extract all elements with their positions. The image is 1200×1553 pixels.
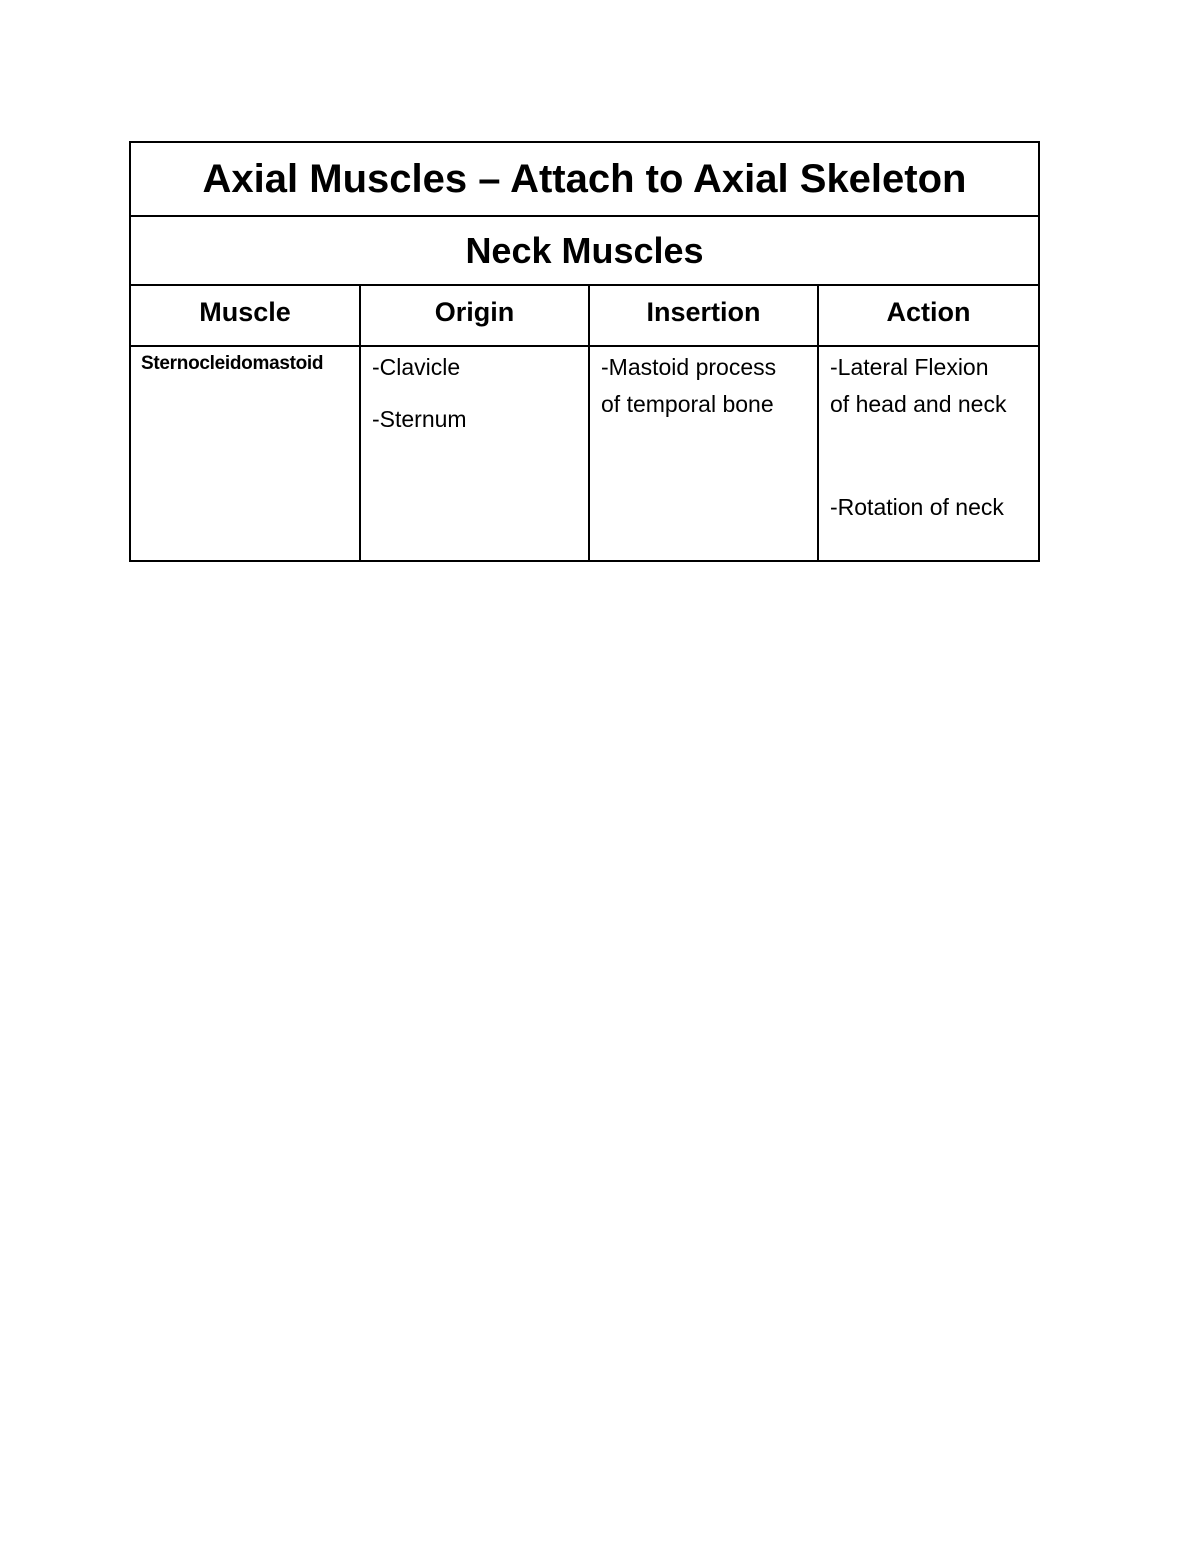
column-header-origin: Origin (360, 285, 589, 346)
column-header-muscle: Muscle (130, 285, 360, 346)
title-row (130, 142, 1039, 216)
muscle-table (129, 141, 1040, 562)
insertion-cell (589, 346, 818, 561)
table-row (130, 346, 1039, 561)
column-header-insertion: Insertion (589, 285, 818, 346)
table-subtitle: Neck Muscles (130, 216, 1039, 285)
column-header-action: Action (818, 285, 1039, 346)
table-title: Axial Muscles – Attach to Axial Skeleton (130, 142, 1039, 216)
action-line: of head and neck (830, 391, 1007, 417)
action-line: -Rotation of neck (830, 494, 1004, 520)
insertion-line: -Mastoid process (601, 354, 777, 380)
action-line: -Lateral Flexion (830, 354, 989, 380)
insertion-line: of temporal bone (601, 391, 774, 417)
origin-cell (360, 346, 589, 561)
header-row (130, 285, 1039, 346)
origin-line: -Clavicle (372, 354, 461, 380)
origin-line: -Sternum (372, 406, 467, 432)
muscle-name-cell: Sternocleidomastoid (130, 346, 360, 561)
action-cell (818, 346, 1039, 561)
subtitle-row (130, 216, 1039, 285)
